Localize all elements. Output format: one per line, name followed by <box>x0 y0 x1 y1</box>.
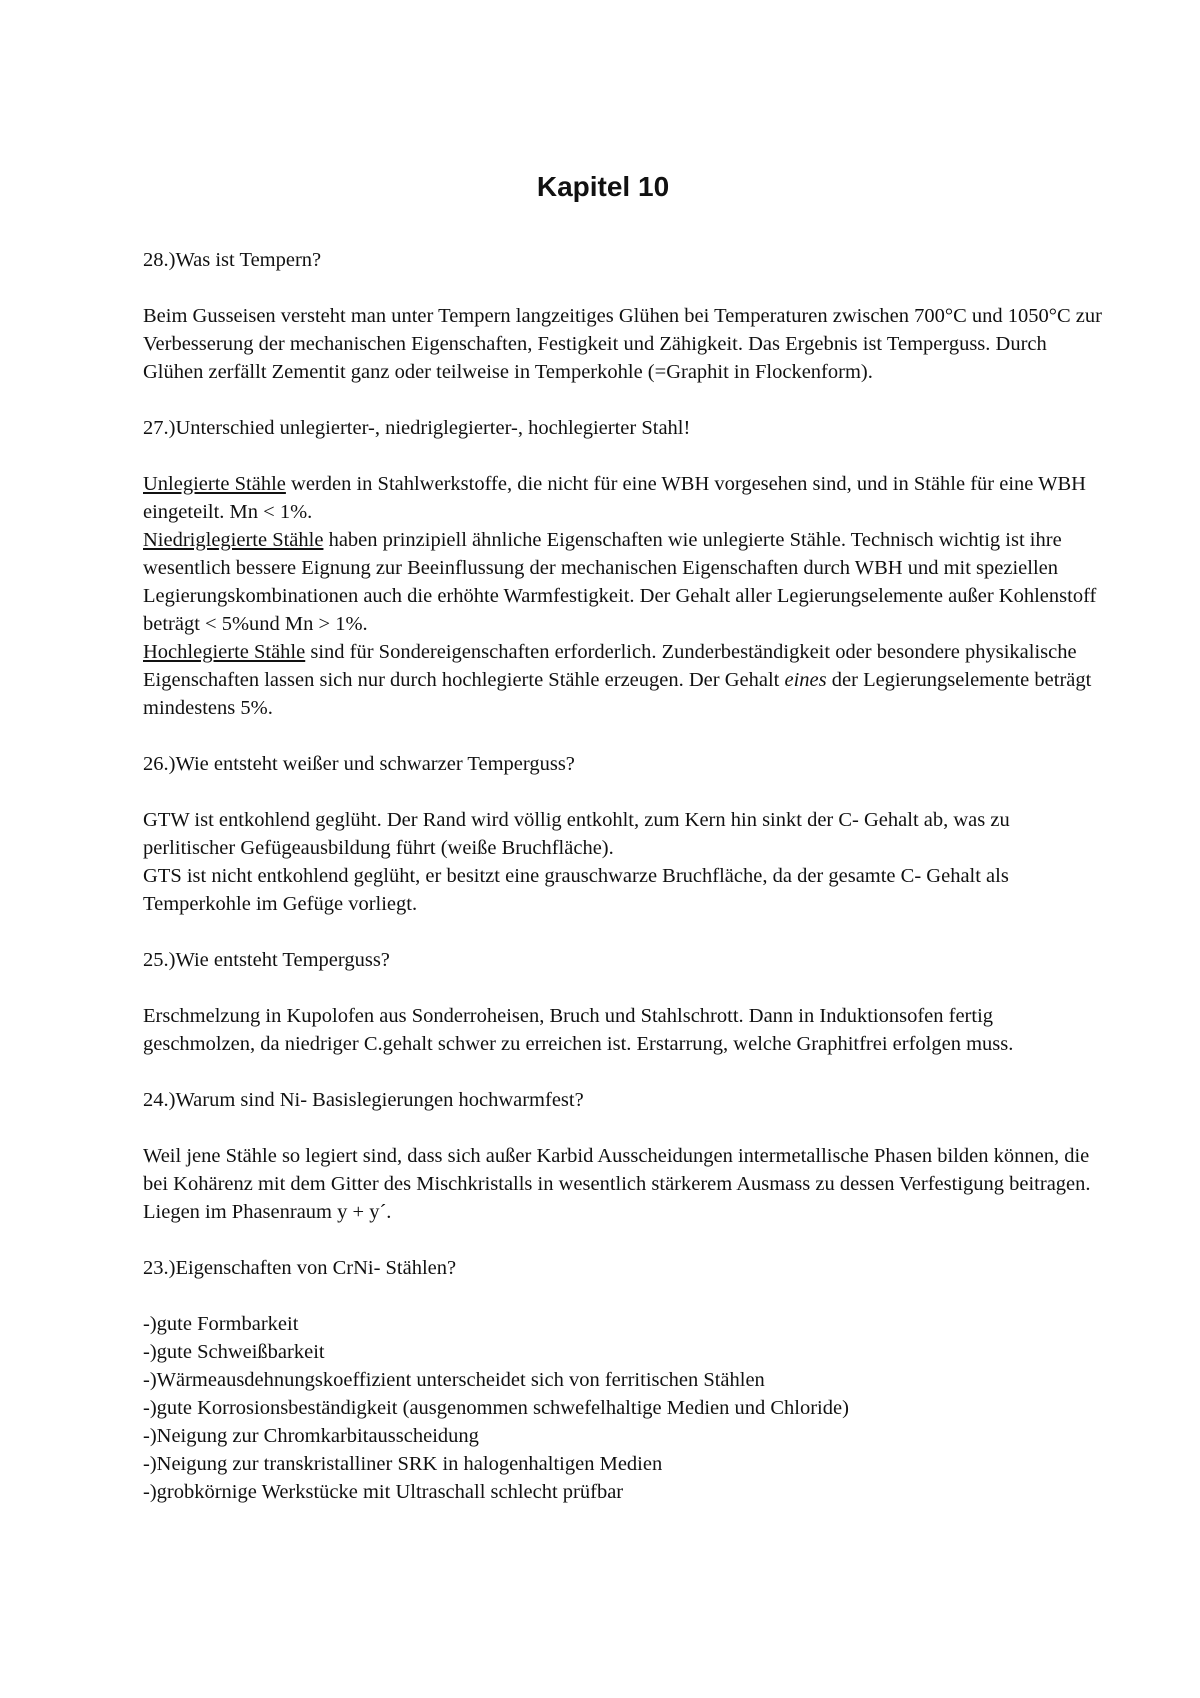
list-item: -)Wärmeausdehnungskoeffizient unterscheidet sich von ferritischen Stählen <box>143 1369 765 1391</box>
list-item: -)gute Korrosionsbeständigkeit (ausgenommen schwefelhaltige Medien und Chloride) <box>143 1397 849 1419</box>
answer-27-niedriglegiert <box>143 526 1103 638</box>
text-unlegierte-staehle: werden in Stahlwerkstoffe, die nicht für eine WBH vorgesehen sind, und in Stähle für eine WBH eingeteilt. Mn < 1%. <box>143 473 1086 523</box>
emphasis-eines: eines <box>784 669 827 691</box>
list-item: -)Neigung zur transkristalliner SRK in halogenhaltigen Medien <box>143 1453 663 1475</box>
question-24: 24.)Warum sind Ni- Basislegierungen hochwarmfest? <box>143 1089 584 1111</box>
page-title: Kapitel 10 <box>536 171 670 202</box>
question-28: 28.)Was ist Tempern? <box>143 249 322 271</box>
answer-27-hochlegiert <box>143 638 1103 722</box>
list-item: -)gute Schweißbarkeit <box>143 1341 325 1363</box>
list-item: -)grobkörnige Werkstücke mit Ultraschall schlecht prüfbar <box>143 1481 624 1503</box>
document-body <box>143 246 1103 1506</box>
list-item: -)Neigung zur Chromkarbitausscheidung <box>143 1425 479 1447</box>
text-hochlegierte-staehle: sind für Sondereigenschaften erforderlich. Zunderbeständigkeit oder besondere physikalische Eigenschaften lassen sich nur durch hochlegierte Stähle erzeugen. Der Gehalt <box>143 641 1077 691</box>
list-item: -)gute Formbarkeit <box>143 1313 299 1335</box>
text-niedriglegierte-staehle: haben prinzipiell ähnliche Eigenschaften wie unlegierte Stähle. Technisch wichtig ist ihre wesentlich bessere Eignung zur Beeinflussung der mechanischen Eigenschaften durch WBH und mit speziellen Legierungskombinationen auch die erhöhte Warmfestigkeit. Der Gehalt aller Legierungselemente außer Kohlenstoff beträgt < 5%und Mn > 1%. <box>143 529 1097 635</box>
question-25: 25.)Wie entsteht Temperguss? <box>143 949 390 971</box>
text-hochlegierte-staehle-end: der Legierungselemente beträgt mindestens 5%. <box>143 669 1092 719</box>
question-23: 23.)Eigenschaften von CrNi- Stählen? <box>143 1257 457 1279</box>
question-26: 26.)Wie entsteht weißer und schwarzer Temperguss? <box>143 753 575 775</box>
answer-25: Erschmelzung in Kupolofen aus Sonderroheisen, Bruch und Stahlschrott. Dann in Induktionsofen fertig geschmolzen, da niedriger C.gehalt schwer zu erreichen ist. Erstarrung, welche Graphitfrei erfolgen muss. <box>143 1005 1014 1055</box>
term-unlegierte-staehle: Unlegierte Stähle <box>143 473 286 495</box>
term-hochlegierte-staehle: Hochlegierte Stähle <box>143 641 306 663</box>
answer-26-gts: GTS ist nicht entkohlend geglüht, er besitzt eine grauschwarze Bruchfläche, da der gesamte C- Gehalt als Temperkohle im Gefüge vorliegt. <box>143 865 1009 915</box>
answer-28: Beim Gusseisen versteht man unter Tempern langzeitiges Glühen bei Temperaturen zwischen 700°C und 1050°C zur Verbesserung der mechanischen Eigenschaften, Festigkeit und Zähigkeit. Das Ergebnis ist Temperguss. Durch Glühen zerfällt Zementit ganz oder teilweise in Temperkohle (=Graphit in Flockenform). <box>143 305 1102 383</box>
term-niedriglegierte-staehle: Niedriglegierte Stähle <box>143 529 324 551</box>
answer-26-gtw: GTW ist entkohlend geglüht. Der Rand wird völlig entkohlt, zum Kern hin sinkt der C- Gehalt ab, was zu perlitischer Gefügeausbildung führt (weiße Bruchfläche). <box>143 809 1010 859</box>
answer-27-unlegiert <box>143 470 1103 526</box>
answer-24: Weil jene Stähle so legiert sind, dass sich außer Karbid Ausscheidungen intermetallische Phasen bilden können, die bei Kohärenz mit dem Gitter des Mischkristalls in wesentlich stärkerem Ausmass zu dessen Verfestigung beitragen. Liegen im Phasenraum y + y´. <box>143 1145 1091 1223</box>
question-27: 27.)Unterschied unlegierter-, niedriglegierter-, hochlegierter Stahl! <box>143 417 691 439</box>
